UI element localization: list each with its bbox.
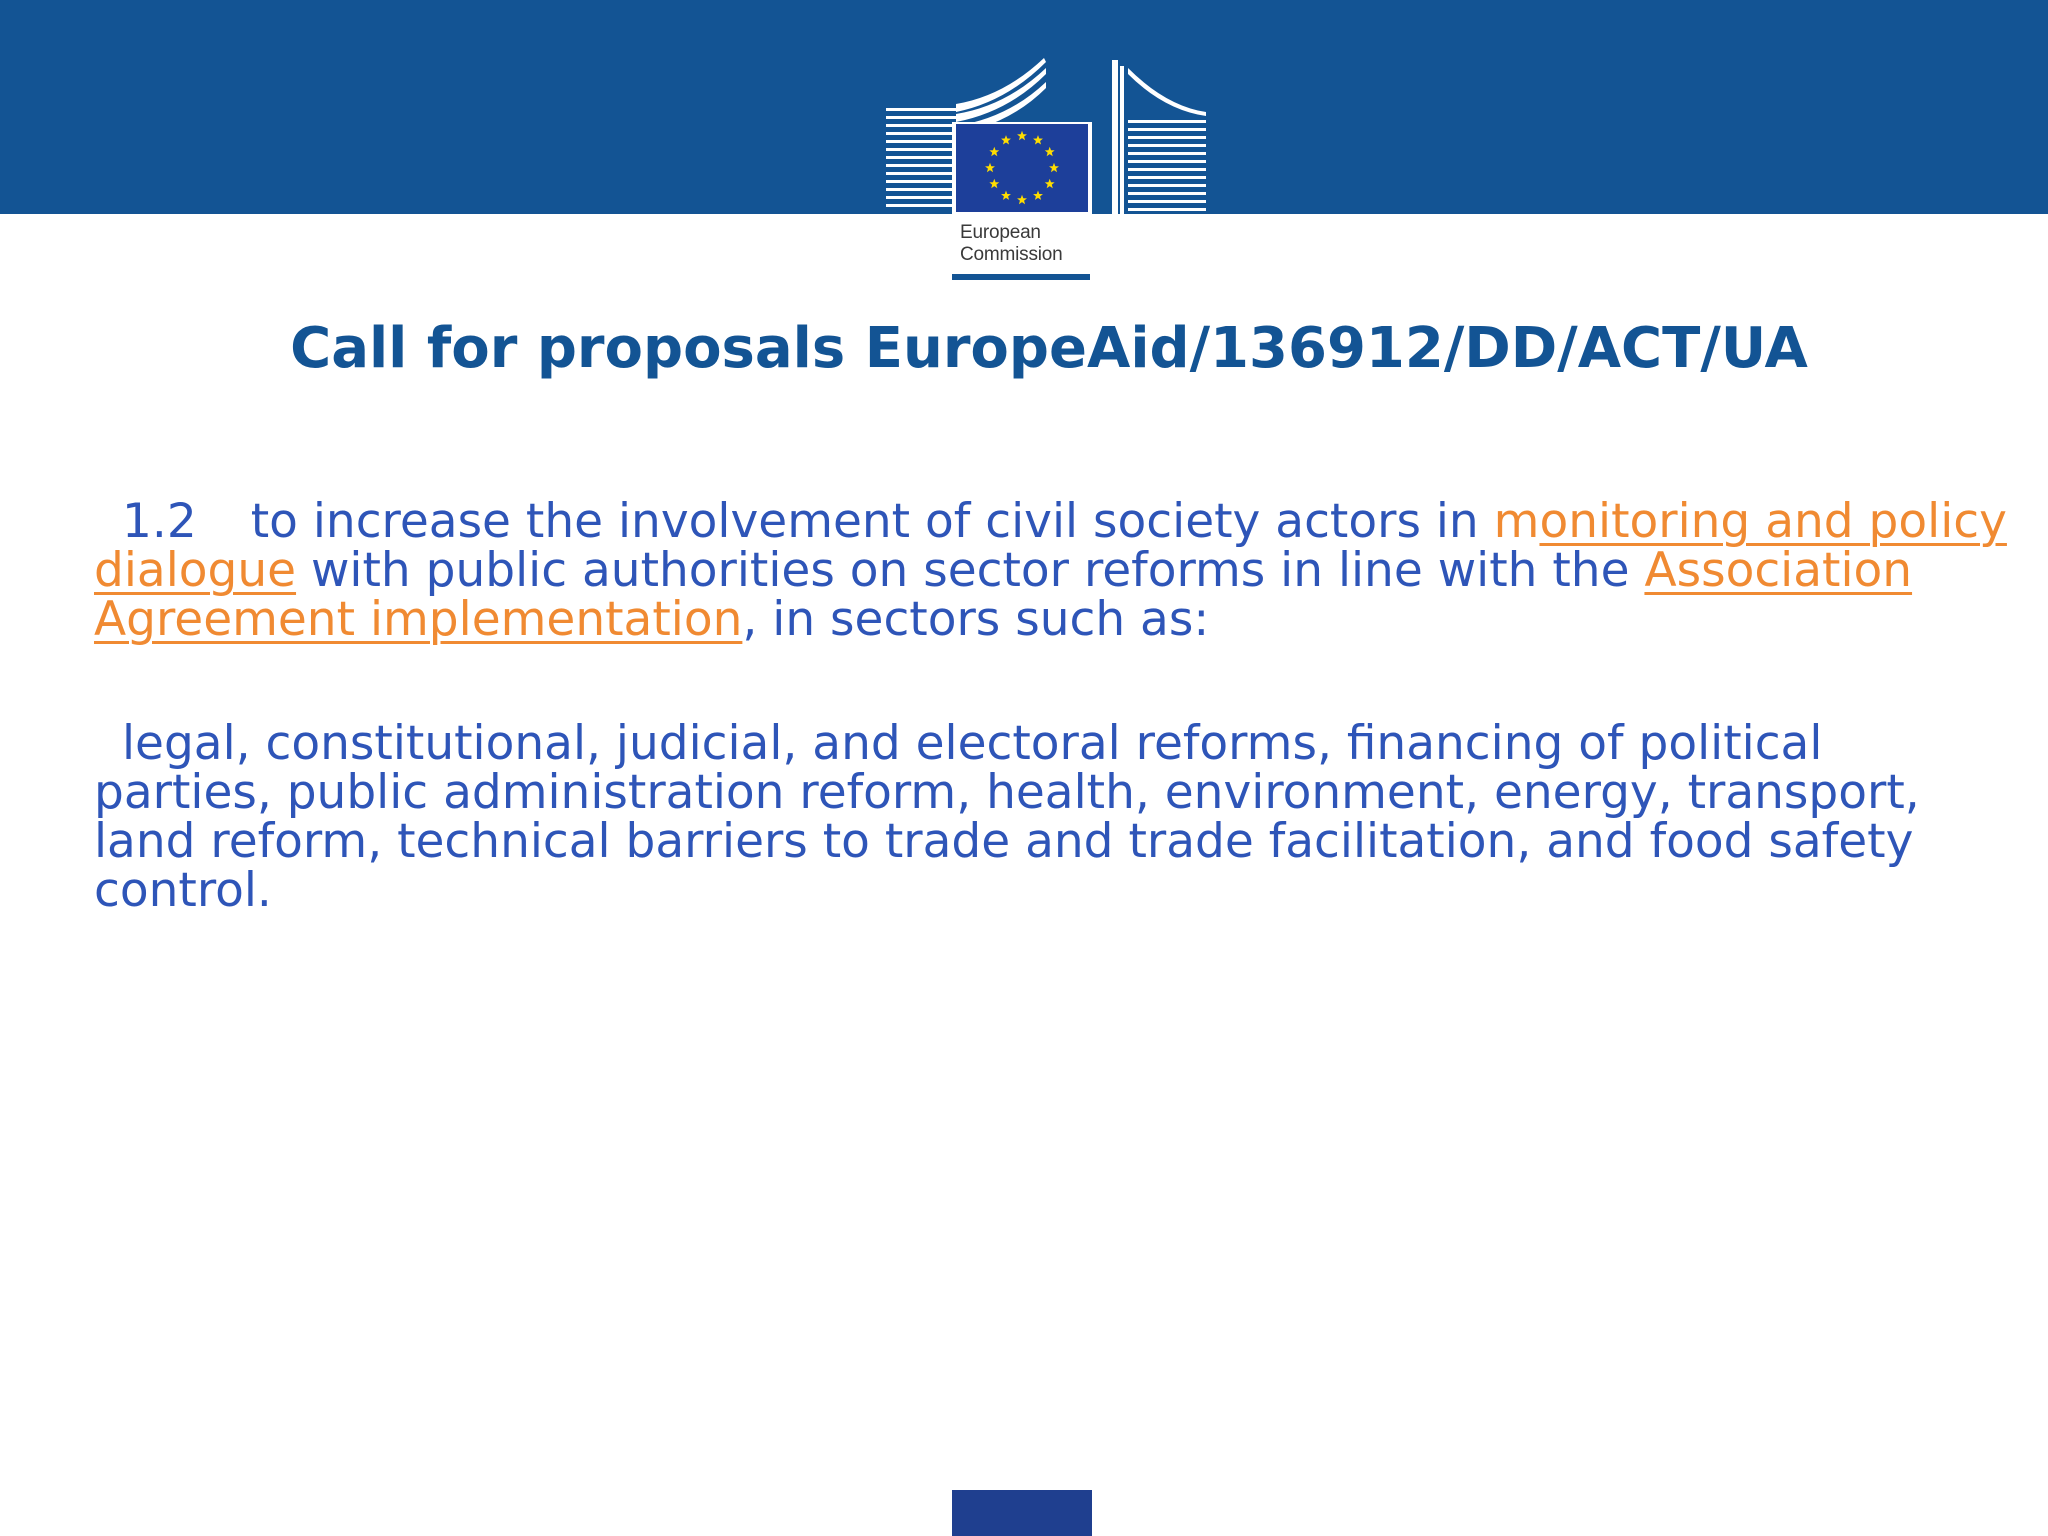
- monitoring-policy-dialogue-link[interactable]: onitoring and policy dialogue: [94, 494, 2007, 598]
- sectors-paragraph: [94, 716, 2014, 918]
- european-commission-logo: [884, 56, 1214, 286]
- logo-line-commission: Commission: [960, 244, 1063, 265]
- logo-wordmark: [960, 222, 1110, 266]
- logo-underline: [952, 274, 1090, 280]
- sectors-text: legal, constitutional, judicial, and electoral reforms, financing of political parties, public administration reform, health, environment, energy, transport, land reform, technical barriers to trade and trade facilitation, and food safety control.: [94, 716, 1920, 918]
- logo-line-european: European: [960, 222, 1041, 243]
- monitoring-link-initial: m: [1493, 494, 1540, 549]
- objective-number: 1.2: [122, 494, 197, 549]
- building-right-wing: [1112, 60, 1206, 214]
- objective-text-middle: with public authorities on sector reforms in line with the: [296, 543, 1645, 598]
- objective-text-start: to increase the involvement of civil society actors in: [250, 494, 1494, 549]
- objective-paragraph: [94, 494, 2014, 647]
- footer-flag-tab: [952, 1490, 1092, 1536]
- commission-building-logo-icon: [884, 56, 1214, 216]
- slide-title: Call for proposals EuropeAid/136912/DD/ACT/UA: [290, 316, 1808, 381]
- objective-text-end: , in sectors such as:: [742, 592, 1210, 647]
- association-agreement-link[interactable]: Association Agreement implementation: [94, 543, 1913, 647]
